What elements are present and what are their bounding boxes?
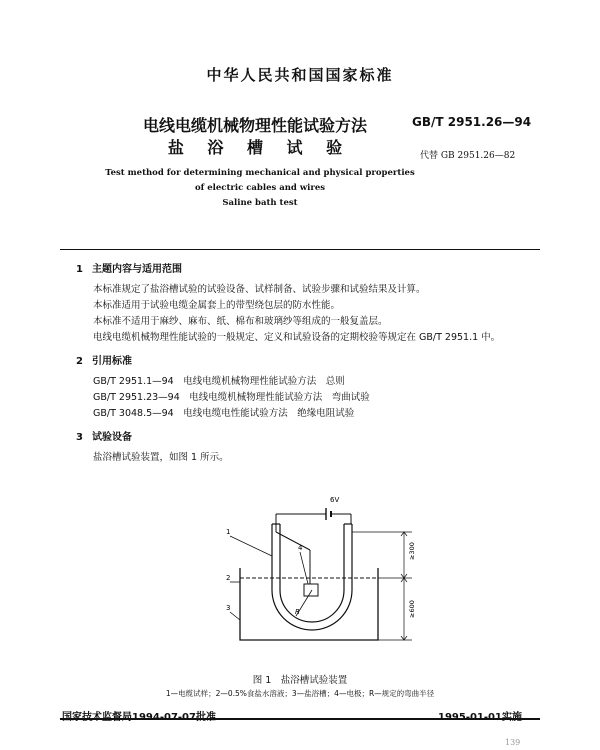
section-title: 主题内容与适用范围 [92,264,182,275]
radius-label: R [295,608,300,616]
implementation-date [438,708,522,723]
reference-item: GB/T 2951.1—94 电线电缆机械物理性能试验方法 总则 [93,376,345,387]
dim-upper-label: ≥300 [408,542,416,560]
reference-item: GB/T 3048.5—94 电线电缆电性能试验方法 绝缘电阻试验 [93,408,355,419]
replaces-note: 代替 GB 2951.26—82 [420,151,516,161]
saline-bath-diagram [200,490,440,660]
section-1-paragraph-3: 本标准不适用于麻纱、麻布、纸、棉布和玻璃纱等组成的一般复盖层。 [93,316,388,327]
bath-tank [240,568,378,640]
figure-legend: 1—电缆试样；2—0.5%食盐水溶液；3—盐浴槽；4—电极；R—规定的弯曲半径 [165,689,435,698]
approval-date [62,708,216,723]
english-title-line-3: Saline bath test [222,198,298,208]
voltage-label: 6V [330,496,340,504]
section-number: 3 [76,432,83,443]
section-1-paragraph-4: 电线电缆机械物理性能试验的一般规定、定义和试验设备的定期校验等规定在 GB/T 2951.1 中。 [93,332,501,343]
english-title-line-1: Test method for determining mechanical and physical properties [105,168,415,178]
page-number: 139 [505,738,521,747]
label-4: 4 [298,544,303,552]
document-subtitle: 盐 浴 槽 试 验 [167,138,343,157]
english-title-line-2: of electric cables and wires [194,183,326,193]
label-1: 1 [226,528,231,536]
label-3: 3 [226,604,231,612]
national-standard-heading: 中华人民共和国国家标准 [206,66,394,84]
section-number: 2 [76,356,83,367]
section-number: 1 [76,264,83,275]
document-title: 电线电缆机械物理性能试验方法 [142,116,367,135]
section-2-heading [76,352,132,367]
dim-lower-label: ≥600 [408,600,416,618]
section-3-heading [76,428,132,443]
power-supply-circuit [276,508,351,584]
section-1-heading [76,260,182,275]
section-3-paragraph-1: 盐浴槽试验装置，如图 1 所示。 [93,452,229,463]
dimension-lines [352,532,412,640]
section-1-paragraph-2: 本标准适用于试验电缆金属套上的带型绕包层的防水性能。 [93,300,341,311]
figure-caption: 图 1 盐浴槽试验装置 [252,675,348,686]
section-title: 试验设备 [92,432,132,443]
header-divider [60,249,540,250]
cable-sample [272,524,352,630]
footer-divider [60,718,540,720]
label-2: 2 [226,574,231,582]
section-1-paragraph-1: 本标准规定了盐浴槽试验的试验设备、试样制备、试验步骤和试验结果及计算。 [93,284,426,295]
electrode [304,584,318,596]
section-title: 引用标准 [92,356,132,367]
reference-item: GB/T 2951.23—94 电线电缆机械物理性能试验方法 弯曲试验 [93,392,370,403]
standard-number: GB/T 2951.26—94 [412,115,532,129]
